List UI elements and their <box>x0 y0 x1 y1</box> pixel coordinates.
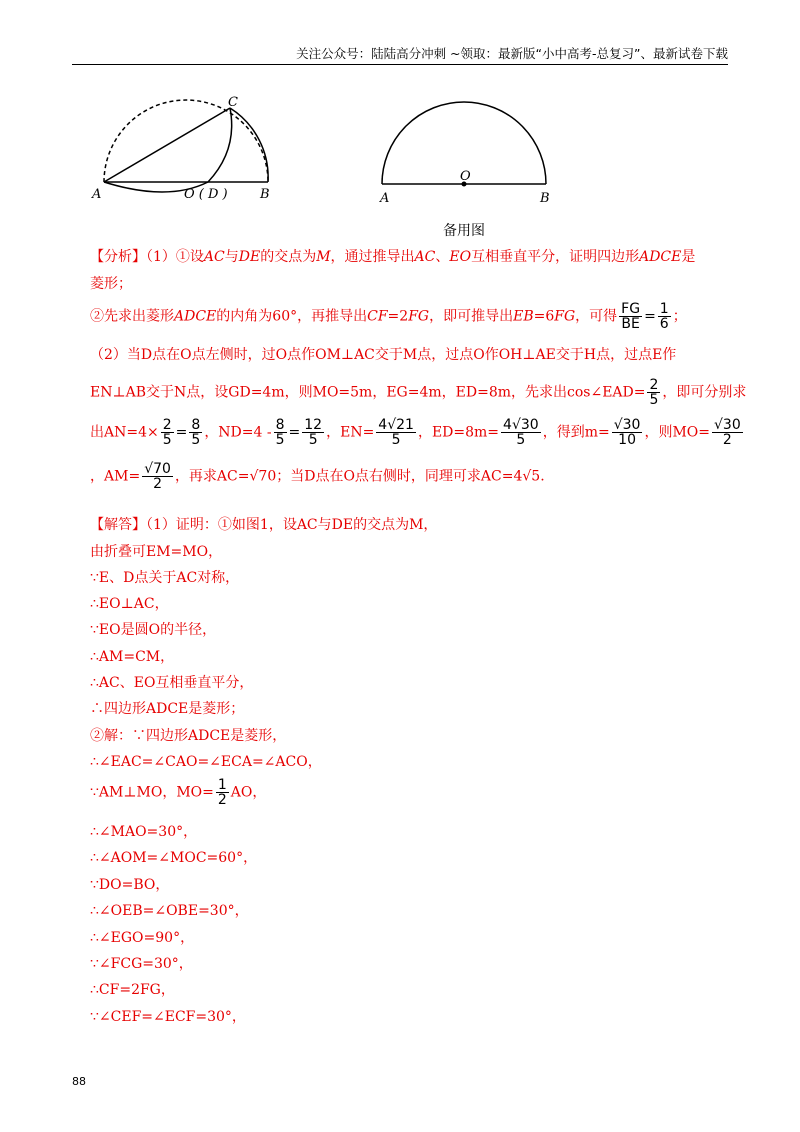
analysis-line-6: 出AN=4× $\frac{2}{5}$ = $\frac{8}{5}$ ，ND=4 - $\frac{8}{5}$ = $\frac{12}{5}$ ，EN= $\frac{4√21}{5}$ ，ED=8m= $\frac{4√30}{5}$ ，得到m= $\frac{√30}{10}$ ，则MO= $\frac{√30}{2}$ <box>90 417 741 448</box>
header-rule <box>72 64 728 65</box>
solution-line-14: ∵DO=BO， <box>90 877 170 893</box>
page-number: 88 <box>72 1075 86 1088</box>
fig2-label-o: O <box>460 169 471 184</box>
solution-line-11: ∵AM⊥MO，MO= $\frac{1}{2}$ AO， <box>90 777 267 808</box>
solution-line-12: ∴∠MAO=30°， <box>90 824 198 840</box>
analysis-tag: 【分析】 <box>90 249 146 265</box>
page-header: 关注公众号：陆陆高分冲刺 ~领取：最新版“小中高考-总复习”、最新试卷下载 <box>296 46 728 61</box>
solution-line-18: ∴CF=2FG， <box>90 982 175 998</box>
solution-line-19: ∵∠CEF=∠ECF=30°， <box>90 1009 246 1025</box>
solution-line-15: ∴∠OEB=∠OBE=30°， <box>90 903 249 919</box>
fraction-1-2: $\frac{1}{2}$ <box>217 777 227 808</box>
solution-line-10: ∴∠EAC=∠CAO=∠ECA=∠ACO， <box>90 754 322 770</box>
solution-line-8: ∴四边形ADCE是菱形； <box>90 701 245 717</box>
solution-line-5: ∵EO是圆O的半径， <box>90 622 217 638</box>
fig1-label-b: B <box>260 187 270 202</box>
fraction-fg-be: $\frac{FG}{BE}$ <box>621 301 641 332</box>
analysis-line-1: 【分析】（1）①设AC与DE的交点为M，通过推导出AC、EO互相垂直平分，证明四边形ADCE是 <box>90 249 696 265</box>
analysis-line-5: EN⊥AB交于N点，设GD=4m，则MO=5m，EG=4m，ED=8m，先求出cos∠EAD= $\frac{2}{5}$ ，即可分别求 <box>90 377 747 408</box>
solution-line-4: ∴EO⊥AC， <box>90 596 169 612</box>
geometry-figures <box>88 90 568 250</box>
solution-line-2: 由折叠可EM=MO， <box>90 544 223 560</box>
analysis-line-4: （2）当D点在O点左侧时，过O点作OM⊥AC交于M点，过点O作OH⊥AE交于H点，过点E作 <box>90 347 677 363</box>
solution-tag: 【解答】 <box>90 517 146 533</box>
solution-line-9: ②解：∵四边形ADCE是菱形， <box>90 728 287 744</box>
solution-line-7: ∴AC、EO互相垂直平分， <box>90 675 254 691</box>
analysis-line-2: 菱形； <box>90 276 132 292</box>
fig2-label-a: A <box>380 191 390 206</box>
fig2-label-b: B <box>540 191 550 206</box>
solution-line-3: ∵E、D点关于AC对称， <box>90 570 240 586</box>
solution-line-1: 【解答】（1）证明：①如图1，设AC与DE的交点为M， <box>90 517 438 533</box>
fig1-label-a: A <box>92 187 102 202</box>
solution-line-16: ∴∠EGO=90°， <box>90 930 195 946</box>
analysis-line-3: ②先求出菱形ADCE的内角为60°，再推导出CF=2FG，即可推导出EB=6FG，可得 $\frac{FG}{BE}$ = $\frac{1}{6}$ ； <box>90 301 687 332</box>
figure-1 <box>104 100 268 192</box>
analysis-line-7: ，AM= $\frac{√70}{2}$ ，再求AC=√70；当D点在O点右侧时，同理可求AC=4√5. <box>90 461 545 492</box>
solution-line-17: ∵∠FCG=30°， <box>90 956 193 972</box>
solution-line-13: ∴∠AOM=∠MOC=60°， <box>90 850 258 866</box>
fig1-label-c: C <box>228 95 238 110</box>
figure-caption: 备用图 <box>443 223 485 239</box>
fraction-1-6: $\frac{1}{6}$ <box>659 301 669 332</box>
fig1-label-od: O ( D ) <box>184 187 228 202</box>
fraction-2-5: $\frac{2}{5}$ <box>649 377 659 408</box>
solution-line-6: ∴AM=CM， <box>90 649 175 665</box>
